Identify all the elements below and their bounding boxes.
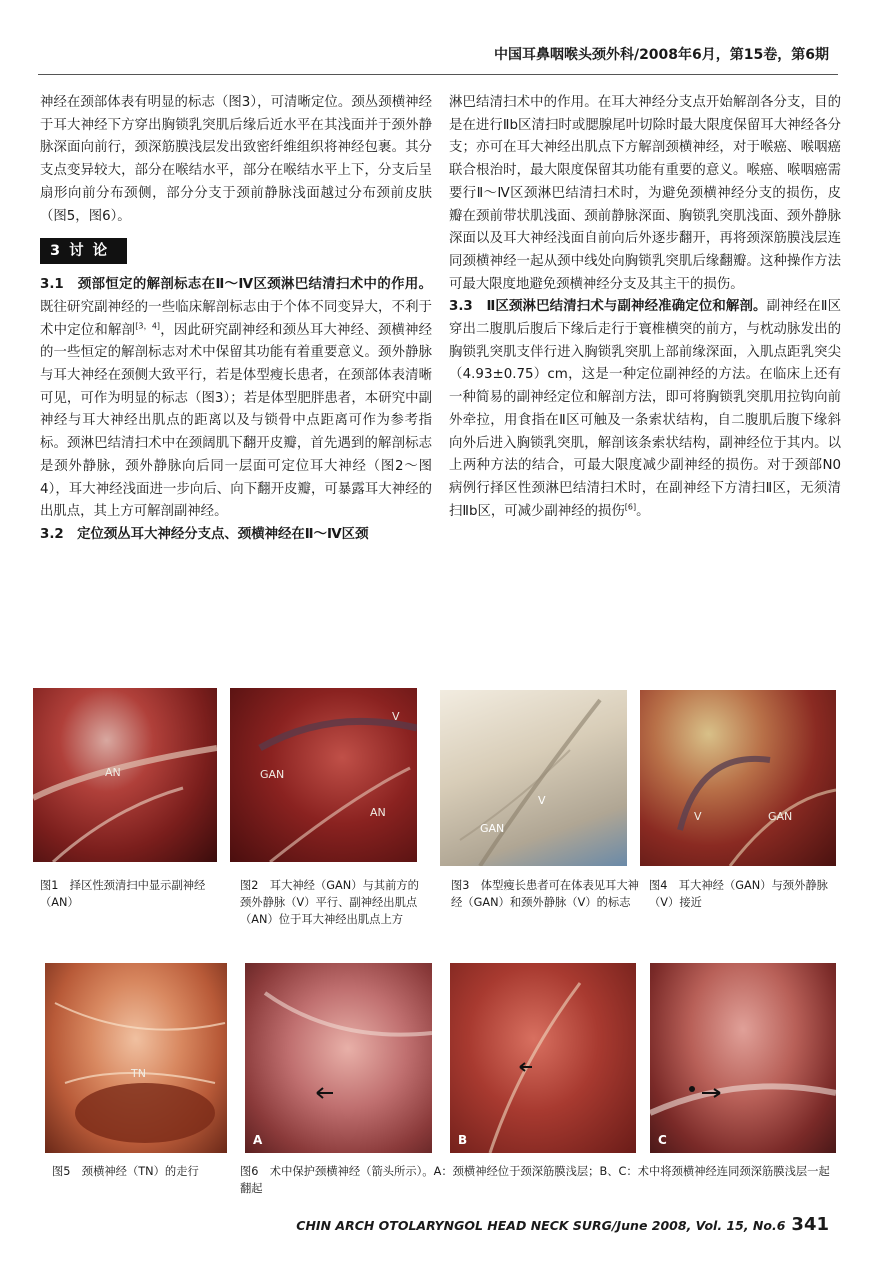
figure-2-caption: 图2 耳大神经（GAN）与其前方的颈外静脉（V）平行、副神经出肌点（AN）位于耳大神经出肌点上方	[240, 879, 419, 926]
figure-5-image	[45, 963, 227, 1153]
figure-label: TN	[131, 1067, 146, 1080]
figure-1-image	[33, 688, 217, 862]
figure-label: AN	[105, 766, 121, 779]
citation: [6]	[624, 502, 637, 512]
figure-label: GAN	[480, 822, 505, 835]
paragraph-3-2	[40, 524, 432, 547]
header-rule	[38, 74, 838, 75]
right-column	[449, 92, 841, 523]
paragraph: 淋巴结清扫术中的作用。在耳大神经分支点开始解剖各分支，目的是在进行Ⅱb区清扫时或腮腺尾叶切除时最大限度保留耳大神经各分支；亦可在耳大神经出肌点下方解剖颈横神经，对于喉癌、喉咽癌联合根治时，最大限度保留其功能有重要的意义。喉癌、喉咽癌需要行Ⅱ～Ⅳ区颈淋巴结清扫术时，为避免颈横神经分支的损伤，皮瓣在颈前带状肌浅面、颈前静脉深面、胸锁乳突肌浅面、颈外静脉深面以及耳大神经浅面自前向后外逐步翻开，再将颈深筋膜浅层连同颈横神经一起从颈中线处向胸锁乳突肌后缘翻瓣。这种操作方法可最大限度地避免颈横神经分支及其主干的损伤。	[449, 95, 841, 292]
section-heading-discussion: 3 讨 论	[40, 238, 127, 264]
figure-3-caption: 图3 体型瘦长患者可在体表见耳大神经（GAN）和颈外静脉（V）的标志	[451, 879, 639, 909]
figure-6c-image	[650, 963, 836, 1153]
subsection-title: 3.1 颈部恒定的解剖标志在Ⅱ～Ⅳ区颈淋巴结清扫术中的作用。	[40, 277, 432, 293]
panel-label: A	[253, 1133, 263, 1147]
panel-label: C	[658, 1133, 667, 1147]
footer-journal: CHIN ARCH OTOLARYNGOL HEAD NECK SURG/June 2008, Vol. 15, No.6	[296, 1218, 786, 1233]
figure-5-caption: 图5 颈横神经（TN）的走行	[52, 1165, 199, 1178]
figure-label: V	[694, 810, 702, 823]
figure-6-caption: 图6 术中保护颈横神经（箭头所示）。A：颈横神经位于颈深筋膜浅层；B、C：术中将颈横神经连同颈深筋膜浅层一起翻起	[240, 1165, 830, 1195]
figure-6a-image	[245, 963, 432, 1153]
figure-label: GAN	[260, 768, 285, 781]
journal-header: 中国耳鼻咽喉头颈外科/2008年6月，第15卷，第6期	[493, 47, 829, 63]
journal-footer	[296, 1214, 829, 1235]
figure-label: GAN	[768, 810, 793, 823]
paragraph-3-3	[449, 296, 841, 523]
panel-label: B	[458, 1133, 468, 1147]
body-text: 副神经在Ⅱ区穿出二腹肌后腹后下缘后走行于寰椎横突的前方，与枕动脉发出的胸锁乳突肌支伴行进入胸锁乳突肌上部前缘深面，入肌点距乳突尖（4.93±0.75）cm，这是一种定位副神经的方法。在临床上还有一种简易的副神经定位和解剖方法，即可将胸锁乳突肌用拉钩向前外牵拉，用食指在Ⅱ区可触及一条索状结构，自二腹肌后腹下缘斜向外后进入胸锁乳突肌，解剖该条索状结构，副神经位于其内。以上两种方法的结合，可最大限度减少副神经的损伤。对于颈部N0病例行择区性颈淋巴结清扫术时，在副神经下方清扫Ⅱ区，无须清扫Ⅱb区，可减少副神经的损伤	[449, 299, 841, 519]
page-number: 341	[791, 1214, 829, 1235]
figure-label: V	[538, 794, 546, 807]
figure-label: AN	[370, 806, 386, 819]
subsection-title: 3.2 定位颈丛耳大神经分支点、颈横神经在Ⅱ～Ⅳ区颈	[40, 526, 369, 542]
figure-3-image	[440, 690, 627, 866]
paragraph-3-1	[40, 274, 432, 524]
body-text: 既往研究副神经的一些临床解剖标志由于个体不同变异大，不利于术中定位和解剖	[40, 299, 432, 338]
paragraph: 神经在颈部体表有明显的标志（图3），可清晰定位。颈丛颈横神经于耳大神经下方穿出胸锁乳突肌后缘后近水平在其浅面并于颈外静脉深面向前行，颈深筋膜浅层发出致密纤维组织将神经包裹。其分支点变异较大，部分在喉结水平，部分在喉结水平上下，分支后呈扇形向前分布颈侧，部分分支于颈前静脉浅面越过分布颈前皮肤（图5，图6）。	[40, 95, 432, 224]
figure-4-image	[640, 690, 836, 866]
citation: [3，4]	[135, 321, 161, 331]
left-column	[40, 92, 432, 547]
figure-6b-image	[450, 963, 636, 1153]
figure-2-image	[230, 688, 417, 862]
figure-1-caption: 图1 择区性颈清扫中显示副神经（AN）	[40, 879, 206, 909]
body-text: ，因此研究副神经和颈丛耳大神经、颈横神经的一些恒定的解剖标志对术中保留其功能有着重要意义。颈外静脉与耳大神经在颈侧大致平行，若是体型瘦长患者，在颈部体表清晰可见，可作为明显的标志（图3）；若是体型肥胖患者，本研究中副神经与耳大神经出肌点的距离以及与锁骨中点距离可作为参考指标。颈淋巴结清扫术中在颈阔肌下翻开皮瓣，首先遇到的解剖标志是颈外静脉，颈外静脉向后同一层面可定位耳大神经（图2～图4），耳大神经浅面进一步向后、向下翻开皮瓣，可暴露耳大神经的出肌点，其上方可解剖副神经。	[40, 322, 433, 520]
body-text: 。	[636, 503, 650, 519]
subsection-title: 3.3 Ⅱ区颈淋巴结清扫术与副神经准确定位和解剖。	[449, 299, 767, 315]
figure-label: V	[392, 710, 400, 723]
figure-4-caption: 图4 耳大神经（GAN）与颈外静脉（V）接近	[649, 879, 828, 909]
